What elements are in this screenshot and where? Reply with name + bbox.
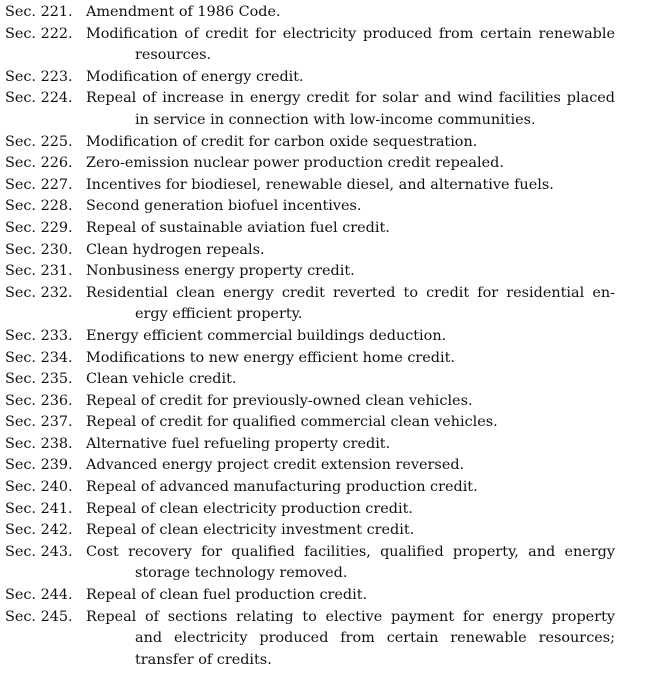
section-number: Sec. 233. xyxy=(5,327,73,344)
section-title-line: Cost recovery for qualified facilities, qualified property, and energy xyxy=(86,543,615,560)
toc-entry xyxy=(5,196,615,218)
section-number: Sec. 227. xyxy=(5,176,73,193)
section-title-line: and electricity produced from certain renewable resources; xyxy=(135,630,615,647)
section-title xyxy=(86,132,615,154)
section-title xyxy=(86,326,615,348)
section-title-line: Modifications to new energy efficient home credit. xyxy=(86,349,455,366)
toc-entry xyxy=(5,88,615,131)
toc-entry xyxy=(5,585,615,607)
section-number: Sec. 222. xyxy=(5,25,73,42)
toc-entry xyxy=(5,153,615,175)
section-title-line: Advanced energy project credit extension reversed. xyxy=(86,457,465,474)
section-title-line: Nonbusiness energy property credit. xyxy=(86,263,355,280)
section-title-line: Clean hydrogen repeals. xyxy=(86,241,265,258)
toc-entry xyxy=(5,499,615,521)
section-title xyxy=(86,67,615,89)
section-number: Sec. 244. xyxy=(5,587,73,604)
section-title-line: Residential clean energy credit reverted to credit for residential en- xyxy=(86,284,615,301)
section-title xyxy=(86,434,615,456)
toc-entry xyxy=(5,261,615,283)
section-number: Sec. 245. xyxy=(5,608,73,625)
section-title-line: Repeal of sections relating to elective payment for energy property xyxy=(86,608,615,625)
section-title xyxy=(86,175,615,197)
section-number: Sec. 226. xyxy=(5,155,73,172)
section-number: Sec. 224. xyxy=(5,90,73,107)
section-title xyxy=(86,348,615,370)
toc-entry xyxy=(5,369,615,391)
section-title xyxy=(86,24,615,67)
section-title-line: Repeal of increase in energy credit for solar and wind facilities placed xyxy=(86,90,615,107)
toc-entry xyxy=(5,2,615,24)
section-title-line: transfer of credits. xyxy=(135,651,272,668)
section-number: Sec. 223. xyxy=(5,68,73,85)
section-title-line: Modification of credit for carbon oxide sequestration. xyxy=(86,133,478,150)
toc-entry xyxy=(5,175,615,197)
toc-entry xyxy=(5,348,615,370)
toc-entry xyxy=(5,520,615,542)
section-title xyxy=(86,520,615,542)
section-title xyxy=(86,283,615,326)
section-number: Sec. 242. xyxy=(5,522,73,539)
section-title-line: Repeal of credit for previously-owned clean vehicles. xyxy=(86,392,473,409)
toc-entry xyxy=(5,412,615,434)
toc-entry xyxy=(5,455,615,477)
section-number: Sec. 239. xyxy=(5,457,73,474)
section-title xyxy=(86,2,615,24)
section-title-line: Modification of credit for electricity produced from certain renewable xyxy=(86,25,615,42)
toc-entry xyxy=(5,218,615,240)
section-number: Sec. 241. xyxy=(5,500,73,517)
section-title xyxy=(86,218,615,240)
section-title-line: in service in connection with low-income communities. xyxy=(135,111,536,128)
section-title-line: Amendment of 1986 Code. xyxy=(86,4,281,20)
toc-entry xyxy=(5,391,615,413)
toc-entry xyxy=(5,434,615,456)
section-number: Sec. 229. xyxy=(5,219,73,236)
section-number: Sec. 225. xyxy=(5,133,73,150)
section-title-line: Repeal of clean fuel production credit. xyxy=(86,587,368,604)
section-number: Sec. 228. xyxy=(5,198,73,215)
section-title xyxy=(86,477,615,499)
section-number: Sec. 230. xyxy=(5,241,73,258)
section-number: Sec. 240. xyxy=(5,479,73,496)
section-number: Sec. 232. xyxy=(5,284,73,301)
toc-entry xyxy=(5,607,615,672)
toc-entry xyxy=(5,24,615,67)
section-title xyxy=(86,412,615,434)
section-number: Sec. 235. xyxy=(5,371,73,388)
section-title-line: Energy efficient commercial buildings deduction. xyxy=(86,327,447,344)
section-title xyxy=(86,88,615,131)
section-title xyxy=(86,196,615,218)
section-title-line: Repeal of clean electricity investment credit. xyxy=(86,522,415,539)
section-title xyxy=(86,455,615,477)
section-title-line: Clean vehicle credit. xyxy=(86,371,237,388)
toc-entry xyxy=(5,542,615,585)
section-title xyxy=(86,369,615,391)
toc-entry xyxy=(5,132,615,154)
toc-entry xyxy=(5,67,615,89)
section-title-line: Zero-emission nuclear power production credit repealed. xyxy=(86,155,504,172)
section-number: Sec. 243. xyxy=(5,543,73,560)
section-title xyxy=(86,261,615,283)
section-title-line: Repeal of clean electricity production credit. xyxy=(86,500,413,517)
section-title xyxy=(86,585,615,607)
toc-entry xyxy=(5,240,615,262)
section-number: Sec. 231. xyxy=(5,263,73,280)
toc-entry xyxy=(5,477,615,499)
section-title xyxy=(86,240,615,262)
section-title-line: ergy efficient property. xyxy=(135,306,303,323)
section-number: Sec. 236. xyxy=(5,392,73,409)
section-title-line: resources. xyxy=(135,47,212,64)
section-title-line: Alternative fuel refueling property credit. xyxy=(86,435,391,452)
toc-entry xyxy=(5,326,615,348)
section-number: Sec. 238. xyxy=(5,435,73,452)
section-title-line: Repeal of sustainable aviation fuel credit. xyxy=(86,219,390,236)
section-number: Sec. 221. xyxy=(5,4,73,20)
section-number: Sec. 234. xyxy=(5,349,73,366)
toc-entry xyxy=(5,283,615,326)
section-title-line: Repeal of credit for qualified commercial clean vehicles. xyxy=(86,414,498,431)
section-title xyxy=(86,542,615,585)
section-number: Sec. 237. xyxy=(5,414,73,431)
section-title-line: Repeal of advanced manufacturing production credit. xyxy=(86,479,478,496)
section-title-line: storage technology removed. xyxy=(135,565,348,582)
section-title xyxy=(86,391,615,413)
section-title-line: Second generation biofuel incentives. xyxy=(86,198,362,215)
section-title xyxy=(86,153,615,175)
table-of-contents xyxy=(5,2,615,671)
section-title-line: Incentives for biodiesel, renewable diesel, and alternative fuels. xyxy=(86,176,554,193)
section-title xyxy=(86,499,615,521)
section-title xyxy=(86,607,615,672)
section-title-line: Modification of energy credit. xyxy=(86,68,304,85)
